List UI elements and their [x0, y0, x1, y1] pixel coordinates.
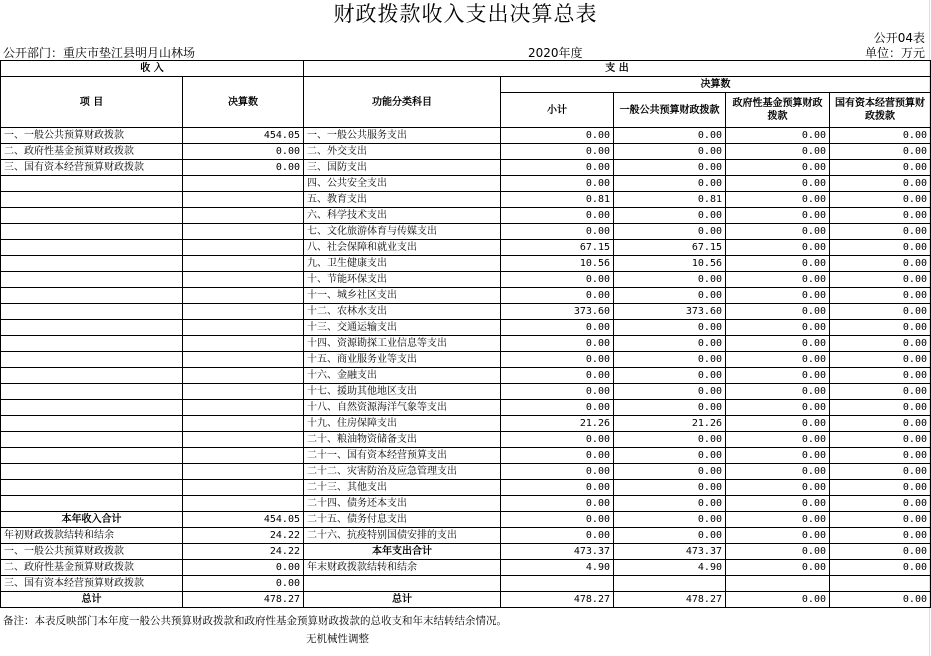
table-row [1, 128, 931, 144]
income-amount-cell[interactable] [183, 400, 304, 416]
info-bar [0, 44, 931, 60]
subtotal-cell[interactable]: 0.00 [501, 352, 614, 368]
expense-item-cell[interactable]: 总计 [304, 592, 501, 608]
function-class-header: 功能分类科目 [304, 77, 501, 128]
general-public-cell[interactable]: 0.00 [614, 320, 726, 336]
table-row [1, 512, 931, 528]
income-item-cell[interactable]: 一、一般公共预算财政拨款 [1, 544, 183, 560]
state-capital-cell[interactable]: 0.00 [830, 288, 931, 304]
expense-item-cell[interactable]: 十六、金融支出 [304, 368, 501, 384]
general-public-cell[interactable]: 21.26 [614, 416, 726, 432]
expense-item-cell[interactable]: 十七、援助其他地区支出 [304, 384, 501, 400]
year-label: 2020年度 [528, 46, 583, 60]
gov-fund-cell[interactable]: 0.00 [726, 480, 830, 496]
gov-fund-cell[interactable]: 0.00 [726, 448, 830, 464]
income-amount-cell[interactable] [183, 368, 304, 384]
state-capital-header: 国有资本经营预算财政拨款 [830, 93, 931, 128]
income-amount-cell[interactable]: 478.27 [183, 592, 304, 608]
state-capital-cell[interactable]: 0.00 [830, 192, 931, 208]
state-capital-cell[interactable]: 0.00 [830, 480, 931, 496]
gov-fund-header: 政府性基金预算财政拨款 [726, 93, 830, 128]
income-item-cell[interactable] [1, 192, 183, 208]
general-public-cell[interactable]: 473.37 [614, 544, 726, 560]
gov-fund-cell[interactable]: 0.00 [726, 544, 830, 560]
income-item-cell[interactable] [1, 416, 183, 432]
subtotal-cell[interactable]: 0.00 [501, 336, 614, 352]
income-item-cell[interactable]: 三、国有资本经营预算财政拨款 [1, 160, 183, 176]
income-header: 收 入 [1, 61, 304, 77]
subtotal-cell[interactable]: 0.00 [501, 384, 614, 400]
table-row [1, 496, 931, 512]
table-row [1, 368, 931, 384]
subtotal-cell[interactable]: 0.00 [501, 480, 614, 496]
gov-fund-cell[interactable]: 0.00 [726, 496, 830, 512]
state-capital-cell[interactable]: 0.00 [830, 128, 931, 144]
subtotal-cell[interactable]: 0.00 [501, 208, 614, 224]
expense-item-cell[interactable]: 二十四、债务还本支出 [304, 496, 501, 512]
table-row [1, 592, 931, 608]
income-item-cell[interactable] [1, 240, 183, 256]
gov-fund-cell[interactable]: 0.00 [726, 432, 830, 448]
general-public-cell[interactable]: 67.15 [614, 240, 726, 256]
income-item-cell[interactable] [1, 256, 183, 272]
income-amount-cell[interactable] [183, 224, 304, 240]
state-capital-cell[interactable]: 0.00 [830, 352, 931, 368]
department-label: 公开部门：重庆市垫江县明月山林场 [3, 46, 196, 60]
table-row [1, 320, 931, 336]
income-amount-cell[interactable] [183, 272, 304, 288]
general-public-cell[interactable]: 373.60 [614, 304, 726, 320]
income-amount-cell[interactable] [183, 448, 304, 464]
general-public-cell[interactable]: 0.00 [614, 272, 726, 288]
table-row [1, 304, 931, 320]
general-public-cell[interactable]: 0.00 [614, 224, 726, 240]
table-row [1, 144, 931, 160]
state-capital-cell[interactable]: 0.00 [830, 512, 931, 528]
expense-item-cell[interactable]: 十四、资源勘探工业信息等支出 [304, 336, 501, 352]
income-amount-cell[interactable]: 24.22 [183, 544, 304, 560]
general-public-cell[interactable]: 0.81 [614, 192, 726, 208]
income-amount-cell[interactable] [183, 304, 304, 320]
income-amount-cell[interactable] [183, 288, 304, 304]
income-amount-cell[interactable]: 0.00 [183, 144, 304, 160]
general-public-cell[interactable] [614, 576, 726, 592]
income-amount-cell[interactable] [183, 208, 304, 224]
gov-fund-cell[interactable] [726, 576, 830, 592]
state-capital-cell[interactable]: 0.00 [830, 240, 931, 256]
gov-fund-cell[interactable]: 0.00 [726, 352, 830, 368]
expense-item-cell[interactable]: 二十三、其他支出 [304, 480, 501, 496]
income-amount-cell[interactable] [183, 416, 304, 432]
table-row [1, 240, 931, 256]
general-public-cell[interactable]: 0.00 [614, 288, 726, 304]
general-public-cell[interactable]: 0.00 [614, 480, 726, 496]
subtotal-cell[interactable]: 0.00 [501, 128, 614, 144]
adjustment-note: 无机械性调整 [306, 633, 369, 645]
subtotal-cell[interactable]: 0.00 [501, 144, 614, 160]
subtotal-cell[interactable]: 0.00 [501, 528, 614, 544]
state-capital-cell[interactable]: 0.00 [830, 272, 931, 288]
expense-item-cell[interactable]: 八、社会保障和就业支出 [304, 240, 501, 256]
item-header: 项 目 [1, 77, 183, 128]
state-capital-cell[interactable]: 0.00 [830, 160, 931, 176]
state-capital-cell[interactable]: 0.00 [830, 496, 931, 512]
table-row [1, 480, 931, 496]
general-public-cell[interactable]: 0.00 [614, 208, 726, 224]
income-amount-cell[interactable] [183, 192, 304, 208]
subtotal-cell[interactable]: 0.00 [501, 512, 614, 528]
income-amount-cell[interactable] [183, 176, 304, 192]
state-capital-cell[interactable] [830, 576, 931, 592]
income-item-cell[interactable] [1, 176, 183, 192]
table-row [1, 272, 931, 288]
income-item-cell[interactable] [1, 496, 183, 512]
subtotal-cell[interactable]: 0.00 [501, 320, 614, 336]
subtotal-cell[interactable]: 373.60 [501, 304, 614, 320]
income-item-cell[interactable]: 本年收入合计 [1, 512, 183, 528]
state-capital-cell[interactable]: 0.00 [830, 528, 931, 544]
general-public-cell[interactable]: 4.90 [614, 560, 726, 576]
gov-fund-cell[interactable]: 0.00 [726, 128, 830, 144]
state-capital-cell[interactable]: 0.00 [830, 464, 931, 480]
income-amount-cell[interactable] [183, 256, 304, 272]
income-amount-cell[interactable] [183, 480, 304, 496]
gov-fund-cell[interactable]: 0.00 [726, 192, 830, 208]
income-item-cell[interactable] [1, 288, 183, 304]
expense-item-cell[interactable]: 一、一般公共服务支出 [304, 128, 501, 144]
general-public-cell[interactable]: 0.00 [614, 464, 726, 480]
income-amount-cell[interactable]: 454.05 [183, 512, 304, 528]
income-item-cell[interactable]: 三、国有资本经营预算财政拨款 [1, 576, 183, 592]
subtotal-cell[interactable]: 473.37 [501, 544, 614, 560]
gov-fund-cell[interactable]: 0.00 [726, 368, 830, 384]
footnote: 备注：本表反映部门本年度一般公共预算财政拨款和政府性基金预算财政拨款的总收支和年末结转结余情况。 [3, 615, 507, 627]
table-row [1, 192, 931, 208]
income-item-cell[interactable] [1, 320, 183, 336]
table-row [1, 176, 931, 192]
subtotal-cell[interactable]: 0.00 [501, 272, 614, 288]
table-row [1, 160, 931, 176]
general-public-cell[interactable]: 0.00 [614, 128, 726, 144]
gov-fund-cell[interactable]: 0.00 [726, 512, 830, 528]
subtotal-cell[interactable]: 0.00 [501, 176, 614, 192]
table-row [1, 544, 931, 560]
subtotal-cell[interactable]: 0.00 [501, 432, 614, 448]
expense-item-cell[interactable]: 二十、粮油物资储备支出 [304, 432, 501, 448]
subtotal-cell[interactable]: 0.81 [501, 192, 614, 208]
expense-item-cell[interactable]: 二十六、抗疫特别国债安排的支出 [304, 528, 501, 544]
expense-item-cell[interactable]: 十、节能环保支出 [304, 272, 501, 288]
expense-item-cell[interactable]: 三、国防支出 [304, 160, 501, 176]
income-item-cell[interactable]: 一、一般公共预算财政拨款 [1, 128, 183, 144]
income-amount-cell[interactable]: 24.22 [183, 528, 304, 544]
income-item-cell[interactable] [1, 368, 183, 384]
expense-item-cell[interactable]: 本年支出合计 [304, 544, 501, 560]
table-row [1, 464, 931, 480]
subtotal-cell[interactable]: 0.00 [501, 496, 614, 512]
gov-fund-cell[interactable]: 0.00 [726, 160, 830, 176]
table-row [1, 208, 931, 224]
table-row [1, 256, 931, 272]
gov-fund-cell[interactable]: 0.00 [726, 272, 830, 288]
gov-fund-cell[interactable]: 0.00 [726, 256, 830, 272]
subtotal-cell[interactable]: 0.00 [501, 224, 614, 240]
general-public-cell[interactable]: 0.00 [614, 352, 726, 368]
subtotal-cell[interactable]: 21.26 [501, 416, 614, 432]
gov-fund-cell[interactable]: 0.00 [726, 384, 830, 400]
expense-item-cell[interactable]: 十五、商业服务业等支出 [304, 352, 501, 368]
gov-fund-cell[interactable]: 0.00 [726, 528, 830, 544]
subtotal-cell[interactable]: 0.00 [501, 400, 614, 416]
general-public-cell[interactable]: 0.00 [614, 160, 726, 176]
general-public-cell[interactable]: 0.00 [614, 176, 726, 192]
expense-item-cell[interactable]: 十九、住房保障支出 [304, 416, 501, 432]
general-public-cell[interactable]: 10.56 [614, 256, 726, 272]
general-public-cell[interactable]: 0.00 [614, 512, 726, 528]
table-row [1, 448, 931, 464]
income-amount-cell[interactable] [183, 384, 304, 400]
table-row [1, 288, 931, 304]
subtotal-cell[interactable]: 0.00 [501, 448, 614, 464]
expense-item-cell[interactable]: 十一、城乡社区支出 [304, 288, 501, 304]
income-item-cell[interactable] [1, 208, 183, 224]
income-item-cell[interactable] [1, 448, 183, 464]
general-public-cell[interactable]: 478.27 [614, 592, 726, 608]
table-row [1, 416, 931, 432]
general-public-cell[interactable]: 0.00 [614, 432, 726, 448]
income-amount-cell[interactable] [183, 336, 304, 352]
gov-fund-cell[interactable]: 0.00 [726, 304, 830, 320]
subtotal-cell[interactable]: 10.56 [501, 256, 614, 272]
state-capital-cell[interactable]: 0.00 [830, 224, 931, 240]
table-row [1, 336, 931, 352]
unit-label: 单位：万元 [864, 46, 925, 60]
gov-fund-cell[interactable]: 0.00 [726, 400, 830, 416]
gov-fund-cell[interactable]: 0.00 [726, 208, 830, 224]
income-item-cell[interactable] [1, 384, 183, 400]
state-capital-cell[interactable]: 0.00 [830, 176, 931, 192]
income-amount-cell[interactable] [183, 352, 304, 368]
table-row [1, 400, 931, 416]
gov-fund-cell[interactable]: 0.00 [726, 416, 830, 432]
general-public-cell[interactable]: 0.00 [614, 336, 726, 352]
expense-item-cell[interactable]: 二十五、债务付息支出 [304, 512, 501, 528]
gov-fund-cell[interactable]: 0.00 [726, 288, 830, 304]
expense-item-cell[interactable]: 二、外交支出 [304, 144, 501, 160]
table-code: 公开04表 [873, 31, 925, 45]
income-item-cell[interactable] [1, 272, 183, 288]
income-item-cell[interactable] [1, 224, 183, 240]
income-item-cell[interactable]: 总计 [1, 592, 183, 608]
table-row [1, 384, 931, 400]
income-amount-cell[interactable]: 454.05 [183, 128, 304, 144]
expense-item-cell[interactable]: 十二、农林水支出 [304, 304, 501, 320]
budget-table [0, 60, 931, 608]
income-item-cell[interactable] [1, 480, 183, 496]
subtotal-cell[interactable]: 478.27 [501, 592, 614, 608]
general-public-cell[interactable]: 0.00 [614, 528, 726, 544]
gov-fund-cell[interactable]: 0.00 [726, 320, 830, 336]
table-row [1, 224, 931, 240]
table-row [1, 576, 931, 592]
income-item-cell[interactable] [1, 352, 183, 368]
final-amount-header: 决算数 [183, 77, 304, 128]
general-public-cell[interactable]: 0.00 [614, 144, 726, 160]
expense-item-cell[interactable]: 十八、自然资源海洋气象等支出 [304, 400, 501, 416]
income-item-cell[interactable]: 年初财政拨款结转和结余 [1, 528, 183, 544]
state-capital-cell[interactable]: 0.00 [830, 448, 931, 464]
subtotal-cell[interactable] [501, 576, 614, 592]
state-capital-cell[interactable]: 0.00 [830, 208, 931, 224]
state-capital-cell[interactable]: 0.00 [830, 592, 931, 608]
state-capital-cell[interactable]: 0.00 [830, 400, 931, 416]
gov-fund-cell[interactable]: 0.00 [726, 176, 830, 192]
state-capital-cell[interactable]: 0.00 [830, 368, 931, 384]
subtotal-cell[interactable]: 67.15 [501, 240, 614, 256]
expense-item-cell[interactable]: 九、卫生健康支出 [304, 256, 501, 272]
gov-fund-cell[interactable]: 0.00 [726, 144, 830, 160]
state-capital-cell[interactable]: 0.00 [830, 304, 931, 320]
income-item-cell[interactable] [1, 336, 183, 352]
general-public-cell[interactable]: 0.00 [614, 496, 726, 512]
expense-item-cell[interactable]: 二十二、灾害防治及应急管理支出 [304, 464, 501, 480]
state-capital-cell[interactable]: 0.00 [830, 416, 931, 432]
income-item-cell[interactable]: 二、政府性基金预算财政拨款 [1, 560, 183, 576]
income-item-cell[interactable] [1, 432, 183, 448]
income-amount-cell[interactable]: 0.00 [183, 576, 304, 592]
subtotal-cell[interactable]: 0.00 [501, 288, 614, 304]
state-capital-cell[interactable]: 0.00 [830, 320, 931, 336]
income-amount-cell[interactable] [183, 240, 304, 256]
expense-item-cell[interactable]: 六、科学技术支出 [304, 208, 501, 224]
table-row [1, 432, 931, 448]
expense-item-cell[interactable]: 七、文化旅游体育与传媒支出 [304, 224, 501, 240]
state-capital-cell[interactable]: 0.00 [830, 384, 931, 400]
general-public-header: 一般公共预算财政拨款 [614, 93, 726, 128]
income-amount-cell[interactable] [183, 320, 304, 336]
general-public-cell[interactable]: 0.00 [614, 448, 726, 464]
gov-fund-cell[interactable]: 0.00 [726, 336, 830, 352]
income-item-cell[interactable] [1, 304, 183, 320]
state-capital-cell[interactable]: 0.00 [830, 560, 931, 576]
income-item-cell[interactable] [1, 400, 183, 416]
income-amount-cell[interactable] [183, 432, 304, 448]
income-item-cell[interactable]: 二、政府性基金预算财政拨款 [1, 144, 183, 160]
subtotal-cell[interactable]: 4.90 [501, 560, 614, 576]
state-capital-cell[interactable]: 0.00 [830, 432, 931, 448]
expense-item-cell[interactable]: 五、教育支出 [304, 192, 501, 208]
gov-fund-cell[interactable]: 0.00 [726, 560, 830, 576]
expense-item-cell[interactable]: 十三、交通运输支出 [304, 320, 501, 336]
table-row [1, 560, 931, 576]
table-row [1, 528, 931, 544]
state-capital-cell[interactable]: 0.00 [830, 544, 931, 560]
general-public-cell[interactable]: 0.00 [614, 368, 726, 384]
expense-item-cell[interactable] [304, 576, 501, 592]
subtotal-cell[interactable]: 0.00 [501, 464, 614, 480]
final-amount-group-header: 决算数 [501, 77, 931, 93]
gov-fund-cell[interactable]: 0.00 [726, 240, 830, 256]
table-row [1, 352, 931, 368]
state-capital-cell[interactable]: 0.00 [830, 256, 931, 272]
expense-item-cell[interactable]: 年末财政拨款结转和结余 [304, 560, 501, 576]
subtotal-cell[interactable]: 0.00 [501, 368, 614, 384]
expense-item-cell[interactable]: 二十一、国有资本经营预算支出 [304, 448, 501, 464]
income-amount-cell[interactable]: 0.00 [183, 560, 304, 576]
subtotal-header: 小计 [501, 93, 614, 128]
subtotal-cell[interactable]: 0.00 [501, 160, 614, 176]
general-public-cell[interactable]: 0.00 [614, 384, 726, 400]
income-item-cell[interactable] [1, 464, 183, 480]
state-capital-cell[interactable]: 0.00 [830, 144, 931, 160]
state-capital-cell[interactable]: 0.00 [830, 336, 931, 352]
expense-item-cell[interactable]: 四、公共安全支出 [304, 176, 501, 192]
income-amount-cell[interactable] [183, 496, 304, 512]
income-amount-cell[interactable] [183, 464, 304, 480]
gov-fund-cell[interactable]: 0.00 [726, 592, 830, 608]
general-public-cell[interactable]: 0.00 [614, 400, 726, 416]
page-title: 财政拨款收入支出决算总表 [333, 2, 598, 26]
gov-fund-cell[interactable]: 0.00 [726, 464, 830, 480]
expense-header: 支 出 [304, 61, 931, 77]
income-amount-cell[interactable]: 0.00 [183, 160, 304, 176]
gov-fund-cell[interactable]: 0.00 [726, 224, 830, 240]
